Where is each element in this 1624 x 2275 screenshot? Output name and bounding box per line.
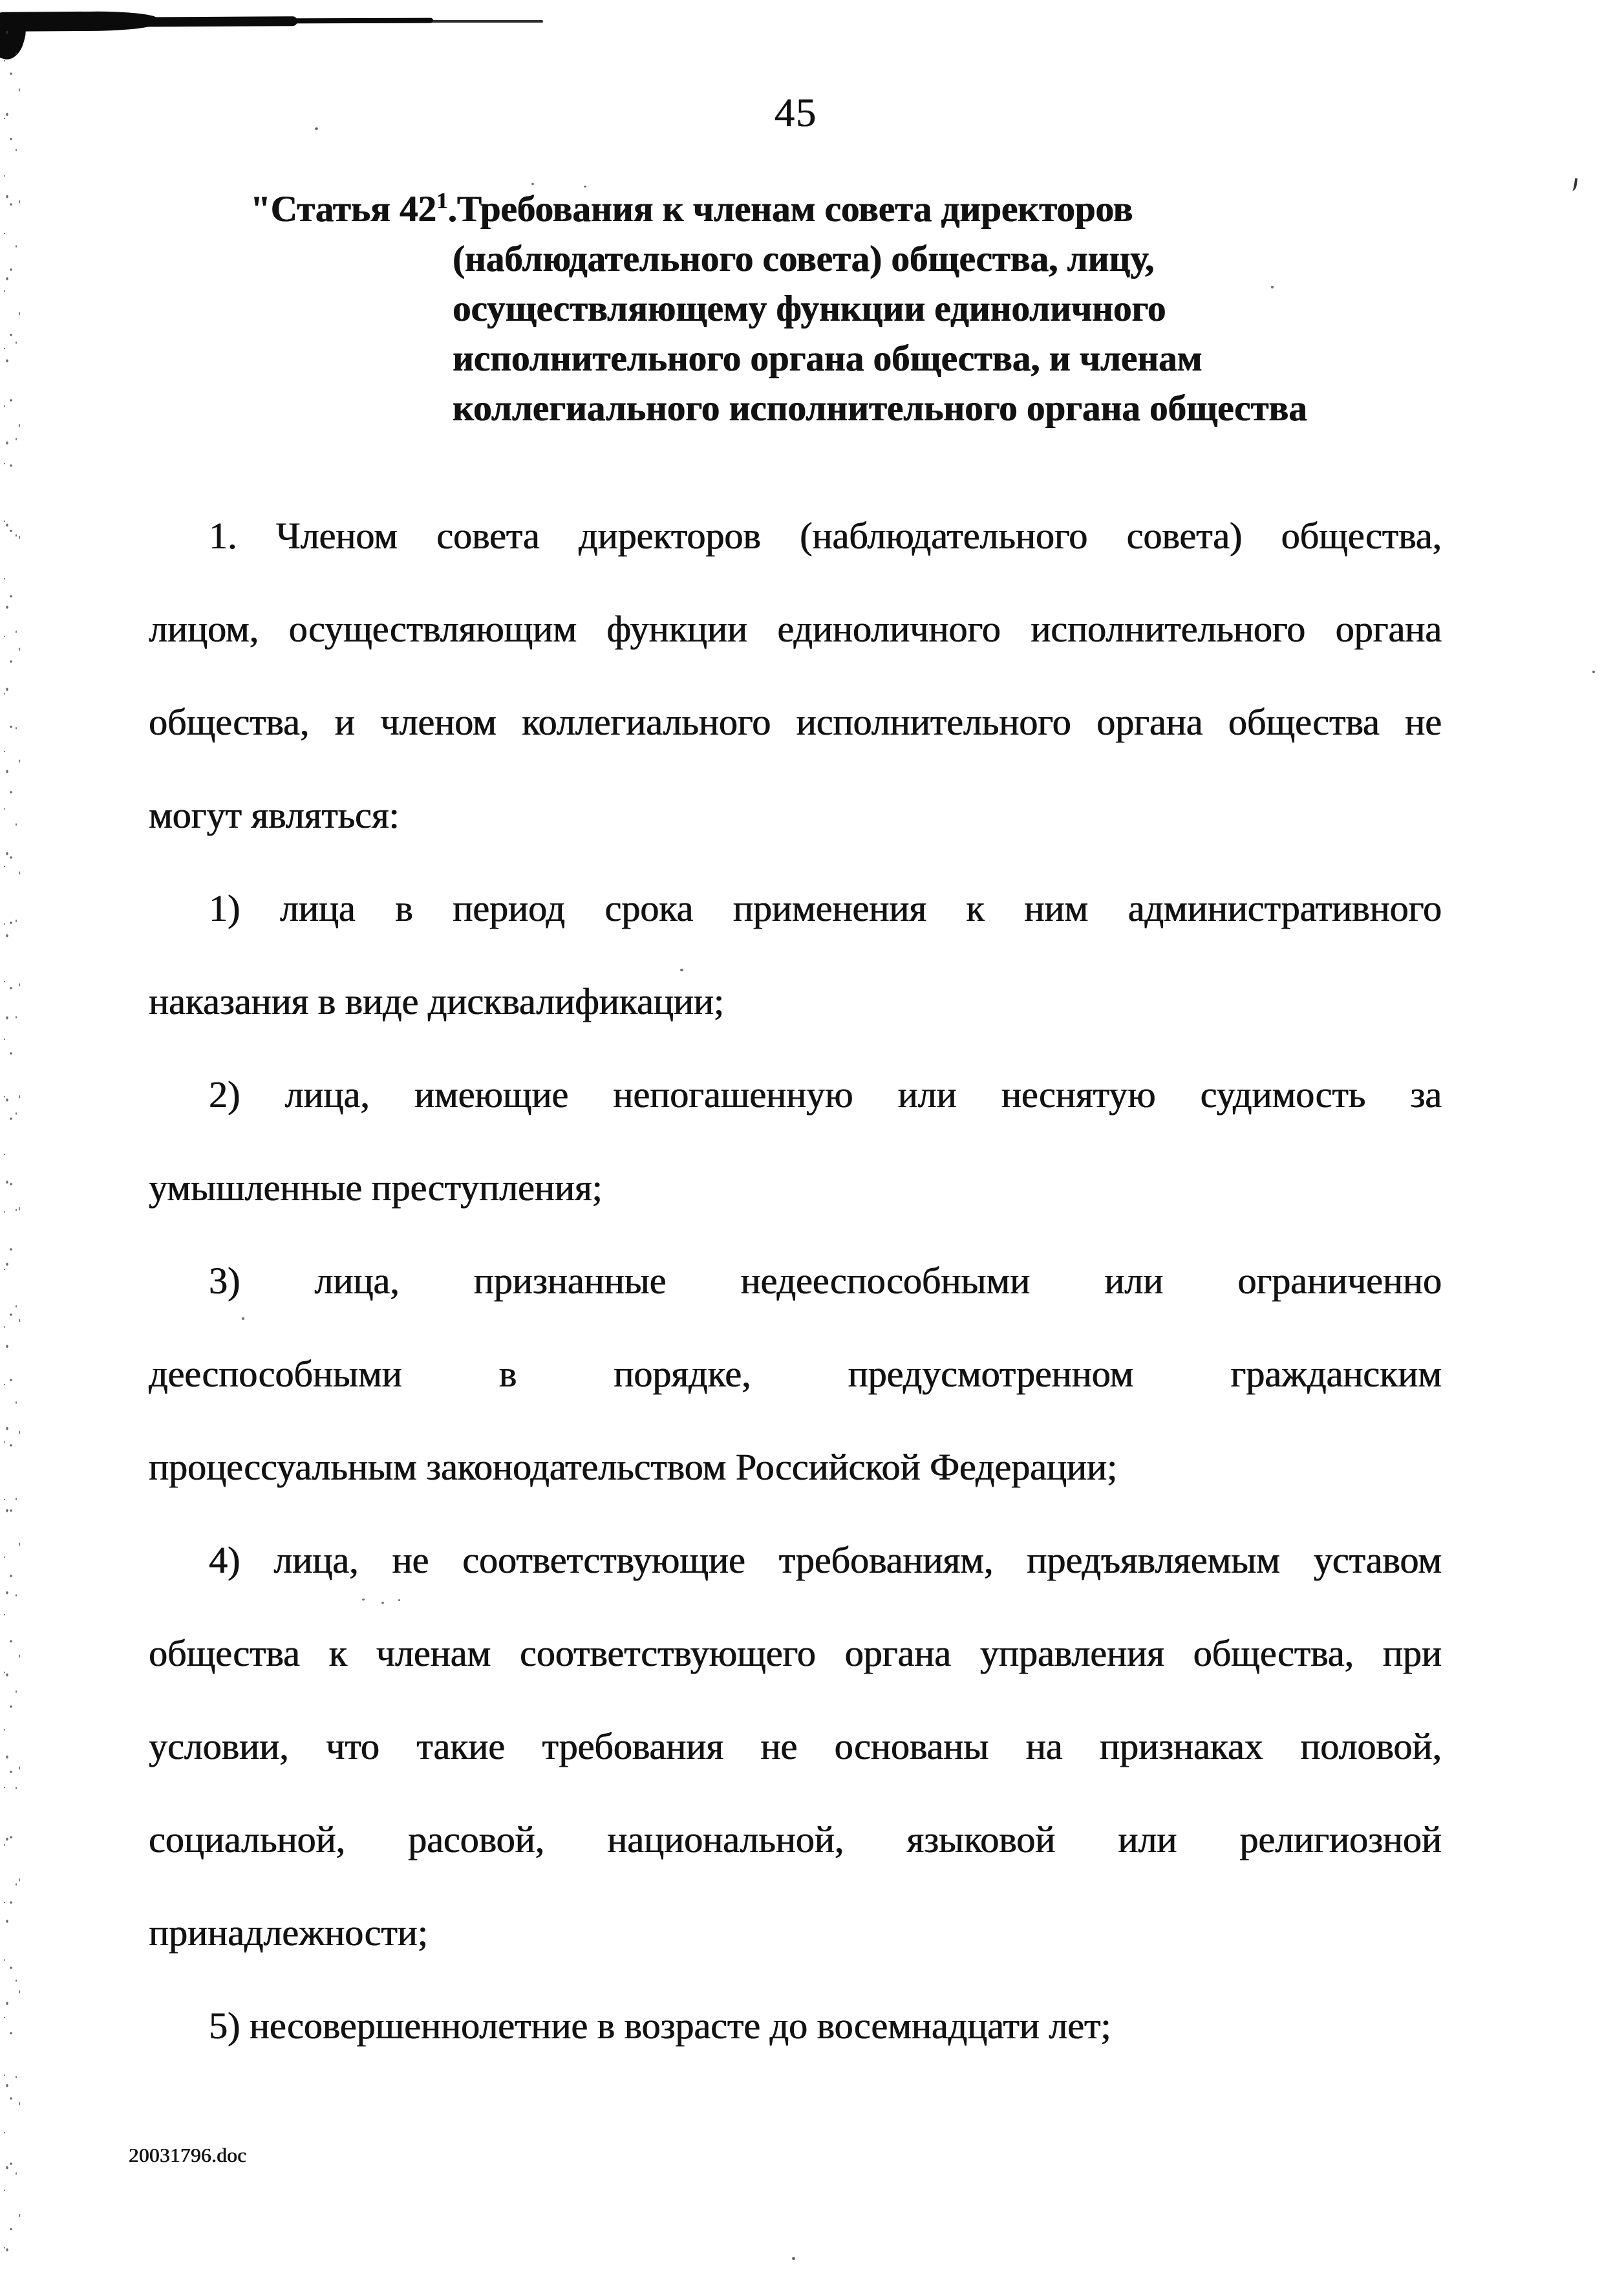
article-body [149,490,1442,2073]
body-line: 4) лица, не соответствующие требованиям, предъявляемым уставом [209,1539,1442,1581]
body-line: 2) лица, имеющие непогашенную или неснятую судимость за [209,1073,1442,1116]
heading-line [250,184,1307,234]
body-line: лицом, осуществляющим функции единоличного исполнительного органа [149,608,1442,650]
body-line: социальной, расовой, национальной, языковой или религиозной [149,1818,1442,1860]
body-line: могут являться: [149,794,400,836]
body-line: умышленные преступления; [149,1167,603,1209]
scan-speck [1592,671,1595,673]
heading-line1-suffix: .Требования к членам совета директоров [447,189,1133,230]
scan-noise-band [1,23,25,2252]
heading-superscript: 1 [436,188,448,213]
body-line: дееспособными в порядке, предусмотренном гражданским [149,1353,1442,1395]
heading-line: коллегиального исполнительного органа общества [453,388,1307,429]
body-line: процессуальным законодательством Российской Федерации; [149,1446,1118,1488]
body-line: общества к членам соответствующего органа управления общества, при [149,1632,1442,1674]
body-line: общества, и членом коллегиального исполнительного органа общества не [149,701,1442,743]
scan-streak-artifact [388,20,543,23]
body-line: 5) несовершеннолетние в возрасте до восемнадцати лет; [209,2005,1111,2047]
body-line: условии, что такие требования не основаны на признаках половой, [149,1725,1442,1767]
scan-speck [792,2257,795,2260]
footer-filename: 20031796.doc [129,2144,247,2166]
page-number: 45 [775,91,817,135]
article-heading [250,184,1307,433]
scan-streak-artifact [110,16,297,27]
heading-line: осуществляющему функции единоличного [453,288,1166,329]
heading-line: (наблюдательного совета) общества, лицу, [453,239,1155,279]
scan-speck [315,127,318,130]
body-line: 3) лица, признанные недееспособными или ограниченно [209,1260,1442,1302]
scan-tick-artifact [1569,177,1578,191]
body-line: наказания в виде дисквалификации; [149,980,725,1022]
heading-line1-prefix: "Статья 42 [250,189,437,230]
body-line: 1) лица в период срока применения к ним административного [209,887,1442,929]
body-line: 1. Членом совета директоров (наблюдательного совета) общества, [209,515,1442,557]
body-line: принадлежности; [149,1912,428,1954]
heading-line: исполнительного органа общества, и членам [453,338,1202,379]
